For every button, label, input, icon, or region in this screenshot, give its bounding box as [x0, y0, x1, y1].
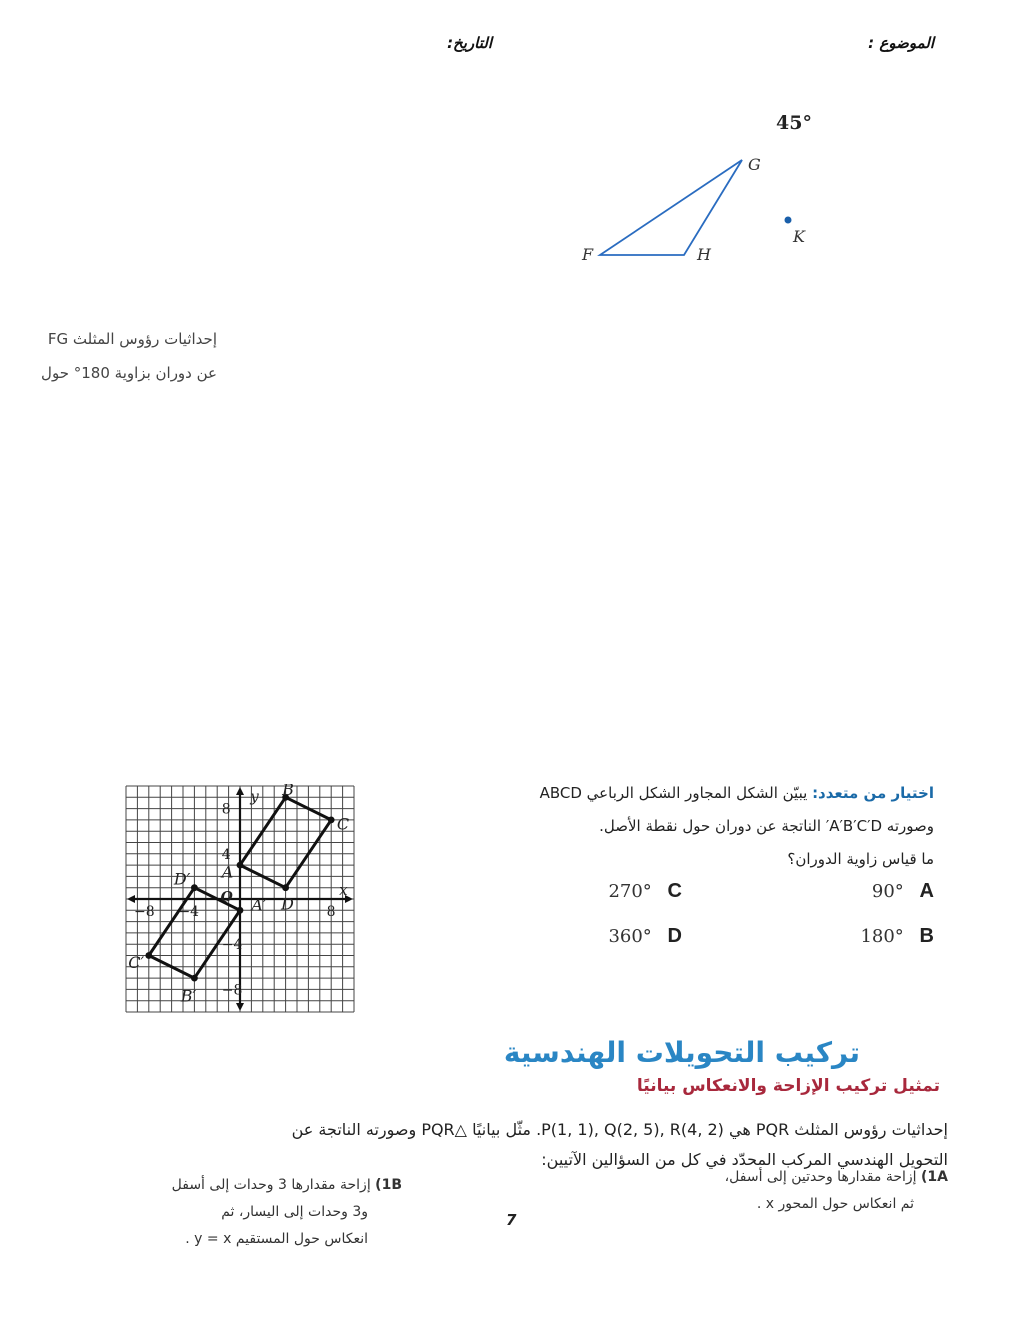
- option-a-value: 90°: [871, 881, 904, 902]
- y-axis-arrow-up: [236, 787, 244, 795]
- vertex-f-label: F: [582, 245, 594, 264]
- origin-label: O: [220, 889, 233, 906]
- option-d-letter: D: [667, 925, 682, 947]
- point-d-label: D: [281, 894, 294, 914]
- point-a-label: A: [221, 862, 234, 882]
- option-b-value: 180°: [860, 926, 904, 947]
- tick-label-y-pos4: 4: [221, 846, 231, 863]
- tick-label-x-neg8: −8: [133, 903, 155, 920]
- question-1a-number: 1A): [921, 1169, 948, 1185]
- y-axis-label: y: [250, 787, 259, 806]
- question-1b-line-2: و3 وحدات إلى اليسار، ثم: [221, 1204, 368, 1220]
- question-1a-line-2: ثم انعكاس حول المحور x .: [756, 1196, 914, 1212]
- question-1b: [102, 1172, 402, 1253]
- point-k: [785, 217, 792, 224]
- tick-label-x-neg4: −4: [178, 903, 200, 920]
- question-1b-line-3: انعكاس حول المستقيم y = x .: [185, 1231, 368, 1247]
- section-text-1: إحداثيات رؤوس المثلث PQR هي P(1, 1), Q(2, 5), R(4, 2). مثّل بيانيًا △PQR وصورته الناتجة عن: [291, 1120, 948, 1139]
- vertex-point: [191, 975, 198, 982]
- vertex-point: [282, 884, 289, 891]
- option-c-letter: C: [667, 880, 682, 902]
- option-c-value: 270°: [608, 881, 652, 902]
- mcq-line-2: وصورته A′B′C′D′ الناتجة عن دوران حول نقطة الأصل.: [599, 817, 934, 835]
- y-axis-arrow-down: [236, 1003, 244, 1011]
- point-k-label: K: [793, 227, 805, 246]
- option-d[interactable]: [608, 925, 682, 948]
- vertex-point: [237, 862, 244, 869]
- option-a[interactable]: [872, 880, 934, 903]
- x-axis-arrow-left: [127, 895, 135, 903]
- point-a-prime-label: A′: [251, 895, 267, 915]
- section-title: تركيب التحويلات الهندسية: [503, 1036, 860, 1069]
- question-1a: [588, 1164, 948, 1218]
- triangle-fgh: [600, 160, 742, 255]
- triangle-figure: [560, 140, 840, 280]
- vertex-point: [237, 907, 244, 914]
- mcq-line-3: ما قياس زاوية الدوران؟: [787, 850, 934, 868]
- mcq-line-1: [434, 784, 934, 802]
- subject-label: الموضوع :: [868, 34, 934, 52]
- tick-label-y-neg8: −8: [221, 982, 243, 999]
- mcq-label: اختيار من متعدد:: [812, 784, 934, 802]
- tick-label-y-pos8: 8: [221, 801, 231, 818]
- vertex-point: [145, 952, 152, 959]
- vertex-g-label: G: [748, 155, 761, 174]
- section-subtitle: تمثيل تركيب الإزاحة والانعكاس بيانيًا: [636, 1076, 940, 1096]
- x-axis-label: x: [339, 881, 348, 899]
- question-1b-line-1: إزاحة مقدارها 3 وحدات إلى أسفل: [171, 1177, 371, 1193]
- point-c-label: C: [336, 814, 350, 834]
- tick-label-y-neg4: −4: [221, 937, 243, 954]
- vertex-point: [328, 817, 335, 824]
- coordinate-graph: [124, 784, 356, 1014]
- question-1a-line-1: إزاحة مقدارها وحدتين إلى أسفل،: [724, 1169, 917, 1185]
- option-a-letter: A: [919, 880, 934, 902]
- section-text-2: التحويل الهندسي المركب المحدّد في كل من السؤالين الآتيين:: [541, 1150, 948, 1169]
- tick-label-x-pos8: 8: [326, 903, 336, 920]
- option-b[interactable]: [860, 925, 934, 948]
- point-b-label: B: [282, 784, 294, 800]
- mcq-text-1: يبيّن الشكل المجاور الشكل الرباعي ABCD: [539, 784, 808, 802]
- page-number: 7: [506, 1211, 517, 1229]
- point-d-prime-label: D′: [173, 869, 191, 889]
- rotation-angle: 45°: [776, 112, 812, 134]
- fragment-line-2: عن دوران بزاوية 180° حول: [41, 364, 217, 382]
- date-label: التاريخ:: [447, 34, 492, 52]
- option-b-letter: B: [919, 925, 934, 947]
- option-d-value: 360°: [608, 926, 652, 947]
- point-b-prime-label: B′: [180, 986, 197, 1006]
- option-c[interactable]: [608, 880, 682, 903]
- point-c-prime-label: C′: [128, 953, 145, 973]
- question-1b-number: 1B): [375, 1177, 402, 1193]
- fragment-line-1: إحداثيات رؤوس المثلث FG: [47, 330, 217, 348]
- vertex-h-label: H: [697, 245, 711, 264]
- vertex-point: [191, 884, 198, 891]
